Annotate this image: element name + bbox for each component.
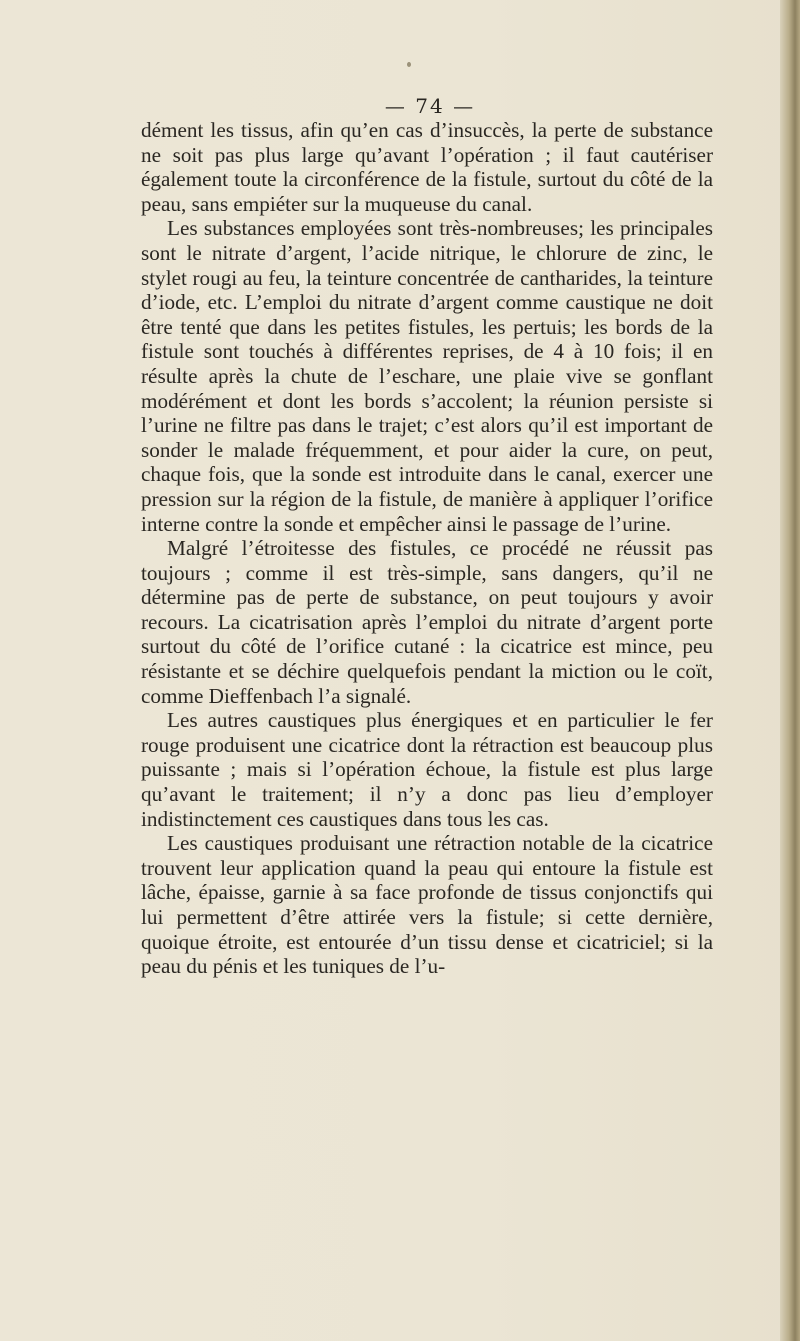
binding-edge — [780, 0, 800, 1341]
paragraph: dément les tissus, afin qu’en cas d’insuccès, la perte de substance ne soit pas plus large qu’avant l’opération ; il faut cautériser également toute la circonférence de la fistule, surtout du côté de la peau, sans empiéter sur la muqueuse du canal. — [141, 118, 713, 216]
body-text — [141, 118, 713, 979]
paragraph: Les caustiques produisant une rétraction notable de la cicatrice trouvent leur application quand la peau qui entoure la fistule est lâche, épaisse, garnie à sa face profonde de tissus conjonctifs qui lui permettent d’être attirée vers la fistule; si cette dernière, quoique étroite, est entourée d’un tissu dense et cicatriciel; si la peau du pénis et les tuniques de l’u- — [141, 831, 713, 979]
paragraph: Les substances employées sont très-nombreuses; les principales sont le nitrate d’argent, l’acide nitrique, le chlorure de zinc, le stylet rougi au feu, la teinture concentrée de cantharides, la teinture d’iode, etc. L’emploi du nitrate d’argent comme caustique ne doit être tenté que dans les petites fistules, les pertuis; les bords de la fistule sont touchés à différentes reprises, de 4 à 10 fois; il en résulte après la chute de l’eschare, une plaie vive se gonflant modérément et dont les bords s’accolent; la réunion persiste si l’urine ne filtre pas dans le trajet; c’est alors qu’il est important de sonder le malade fréquemment, et pour aider la cure, on peut, chaque fois, que la sonde est introduite dans le canal, exercer une pression sur la région de la fistule, de manière à appliquer l’orifice interne contre la sonde et empêcher ainsi le passage de l’urine. — [141, 216, 713, 536]
paragraph: Malgré l’étroitesse des fistules, ce procédé ne réussit pas toujours ; comme il est très-simple, sans dangers, qu’il ne détermine pas de perte de substance, on peut toujours y avoir recours. La cicatrisation après l’emploi du nitrate d’argent porte surtout du côté de l’orifice cutané : la cicatrice est mince, peu résistante et se déchire quelquefois pendant la miction ou le coït, comme Dieffenbach l’a signalé. — [141, 536, 713, 708]
paragraph: Les autres caustiques plus énergiques et en particulier le fer rouge produisent une cicatrice dont la rétraction est beaucoup plus puissante ; mais si l’opération échoue, la fistule est plus large qu’avant le traitement; il n’y a donc pas lieu d’employer indistinctement ces caustiques dans tous les cas. — [141, 708, 713, 831]
paper-speck — [407, 62, 411, 67]
page-number: — 74 — — [384, 94, 476, 118]
